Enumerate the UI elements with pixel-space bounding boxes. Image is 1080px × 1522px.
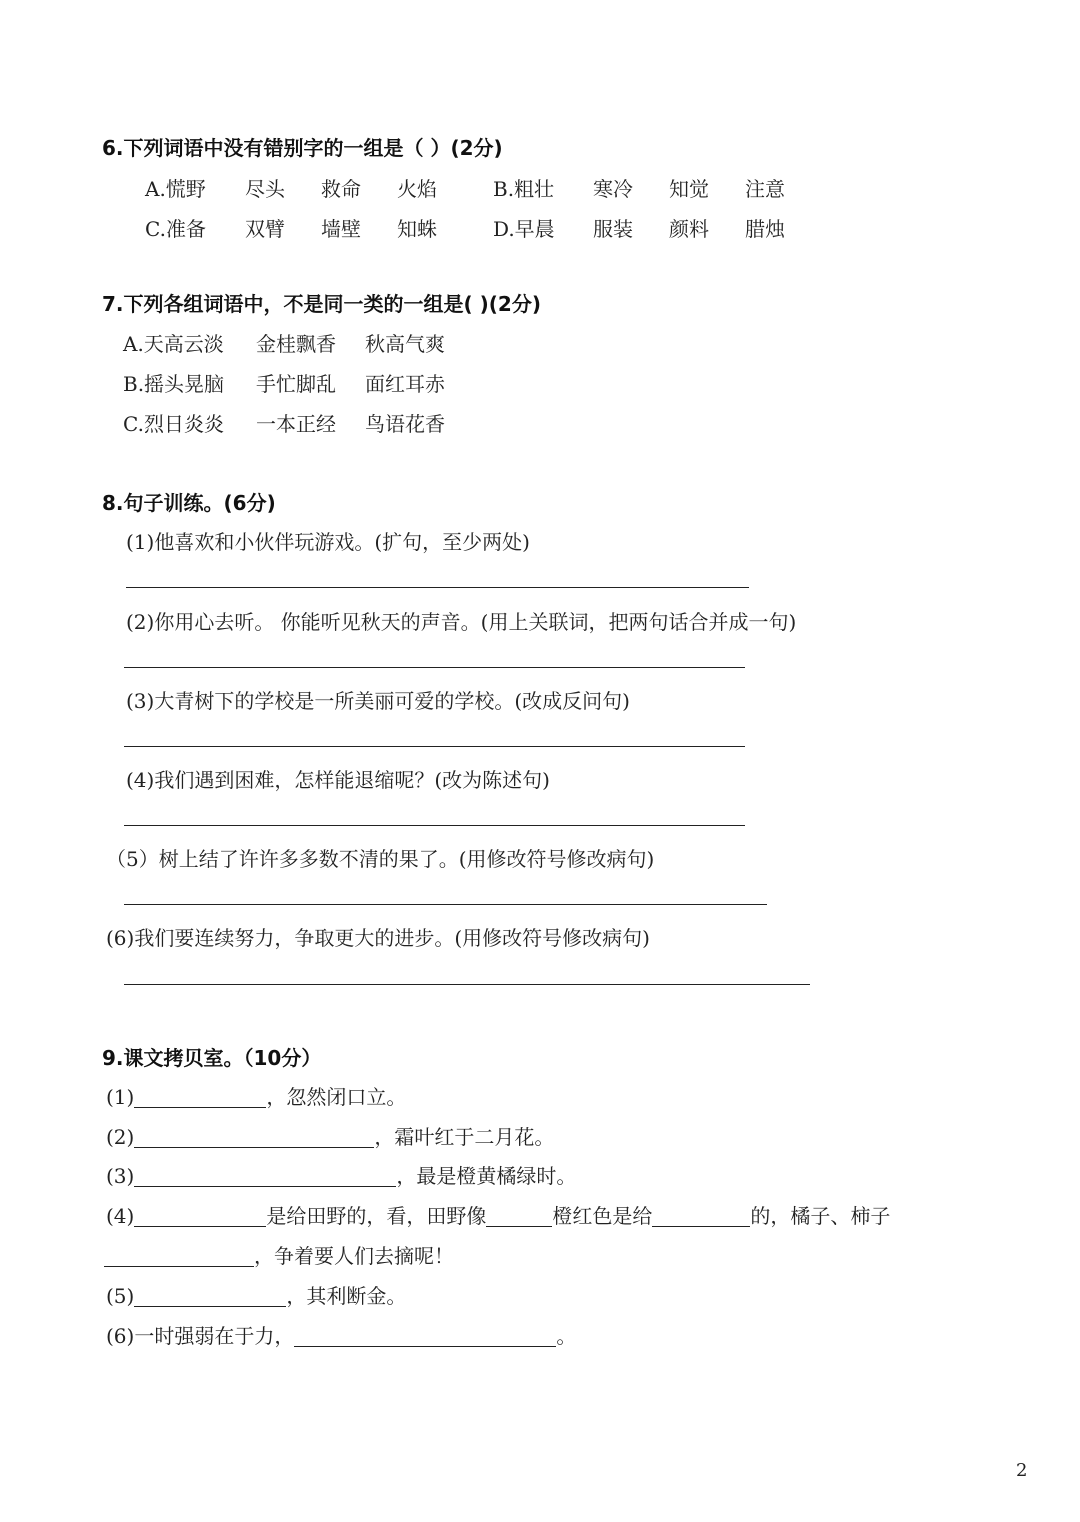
q9-item-2-number: (2): [106, 1125, 135, 1149]
q9-item-1-number: (1): [106, 1085, 135, 1109]
q7-option-b-2: 手忙脚乱: [256, 372, 336, 396]
q9-blank-5[interactable]: [134, 1286, 286, 1307]
q8-answer-line-6[interactable]: [124, 984, 810, 985]
q6-option-a-3: 救命: [321, 177, 361, 201]
q8-item-3: (3)大青树下的学校是一所美丽可爱的学校。(改成反问句): [126, 689, 630, 713]
q7-option-a-3: 秋高气爽: [365, 332, 445, 356]
page-number: 2: [1016, 1460, 1028, 1481]
q9-item-2-text: ，霜叶红于二月花。: [374, 1125, 555, 1149]
q6-option-b-4: 注意: [745, 177, 785, 201]
q6-option-a-2: 尽头: [245, 177, 285, 201]
q8-item-5: （5）树上结了许许多多数不清的果了。(用修改符号修改病句): [106, 847, 655, 871]
q9-blank-1[interactable]: [134, 1087, 266, 1108]
q9-blank-4b[interactable]: [486, 1206, 552, 1227]
q7-option-a-2: 金桂飘香: [256, 332, 336, 356]
q9-item-3: [106, 1160, 576, 1189]
q9-blank-4c[interactable]: [652, 1206, 750, 1227]
q9-title: 9.课文拷贝室。（10分）: [102, 1046, 322, 1070]
q6-option-d-2: 服装: [593, 217, 633, 241]
q7-title: 7.下列各组词语中，不是同一类的一组是( )(2分): [102, 292, 541, 316]
q9-blank-2[interactable]: [134, 1127, 374, 1148]
q6-option-d-4: 腊烛: [745, 217, 785, 241]
q6-option-b-3: 知觉: [669, 177, 709, 201]
q9-item-1-text: ，忽然闭口立。: [266, 1085, 407, 1109]
q7-option-c-3: 鸟语花香: [365, 412, 445, 436]
q6-option-c-2: 双臂: [245, 217, 285, 241]
q9-blank-3[interactable]: [134, 1166, 396, 1187]
q8-answer-line-2[interactable]: [124, 667, 745, 668]
q9-item-4-text-2: 橙红色是给: [552, 1204, 653, 1228]
q9-blank-4d[interactable]: [104, 1246, 254, 1267]
q6-option-a-1: A.慌野: [145, 177, 206, 201]
q7-option-b-3: 面红耳赤: [365, 372, 445, 396]
q8-item-1: (1)他喜欢和小伙伴玩游戏。(扩句，至少两处): [126, 530, 530, 554]
q6-option-a-4: 火焰: [397, 177, 437, 201]
q8-answer-line-4[interactable]: [124, 825, 745, 826]
q9-item-4-continued: [104, 1240, 454, 1269]
q9-item-5-text: ，其利断金。: [286, 1284, 407, 1308]
q8-answer-line-5[interactable]: [124, 904, 767, 905]
q7-option-c-1: C.烈日炎炎: [123, 412, 224, 436]
q9-item-5: [106, 1280, 406, 1309]
q9-item-6-text-1: (6)一时强弱在于力，: [106, 1324, 295, 1348]
q9-item-6: [106, 1320, 576, 1349]
q9-item-1: [106, 1081, 406, 1110]
q9-item-4-number: (4): [106, 1204, 135, 1228]
q8-item-2: (2)你用心去听。 你能听见秋天的声音。(用上关联词，把两句话合并成一句): [126, 610, 797, 634]
q7-option-a-1: A.天高云淡: [123, 332, 224, 356]
q9-item-4-text-4: ，争着要人们去摘呢！: [254, 1244, 454, 1268]
q8-answer-line-1[interactable]: [126, 587, 749, 588]
q6-option-b-1: B.粗壮: [493, 177, 555, 201]
q6-option-d-1: D.早晨: [493, 217, 555, 241]
q9-item-4: [106, 1200, 890, 1229]
q6-option-b-2: 寒冷: [593, 177, 633, 201]
q6-option-c-3: 墙壁: [321, 217, 361, 241]
q6-option-d-3: 颜料: [669, 217, 709, 241]
q8-item-6: (6)我们要连续努力，争取更大的进步。(用修改符号修改病句): [106, 926, 650, 950]
q9-item-2: [106, 1121, 554, 1150]
q9-blank-6[interactable]: [294, 1326, 556, 1347]
q9-item-4-text-3: 的，橘子、柿子: [750, 1204, 891, 1228]
q8-answer-line-3[interactable]: [124, 746, 745, 747]
q9-item-6-text-2: 。: [556, 1324, 577, 1348]
q8-title: 8.句子训练。(6分): [102, 491, 276, 515]
q9-item-3-text: ，最是橙黄橘绿时。: [396, 1164, 577, 1188]
q6-option-c-4: 知蛛: [397, 217, 437, 241]
q8-item-4: (4)我们遇到困难，怎样能退缩呢？(改为陈述句): [126, 768, 550, 792]
q9-blank-4a[interactable]: [134, 1206, 266, 1227]
q9-item-5-number: (5): [106, 1284, 135, 1308]
q9-item-4-text-1: 是给田野的，看，田野像: [266, 1204, 487, 1228]
q7-option-b-1: B.摇头晃脑: [123, 372, 225, 396]
q6-option-c-1: C.准备: [145, 217, 206, 241]
q6-title: 6.下列词语中没有错别字的一组是（ ）(2分): [102, 136, 503, 160]
q9-item-3-number: (3): [106, 1164, 135, 1188]
q7-option-c-2: 一本正经: [256, 412, 336, 436]
